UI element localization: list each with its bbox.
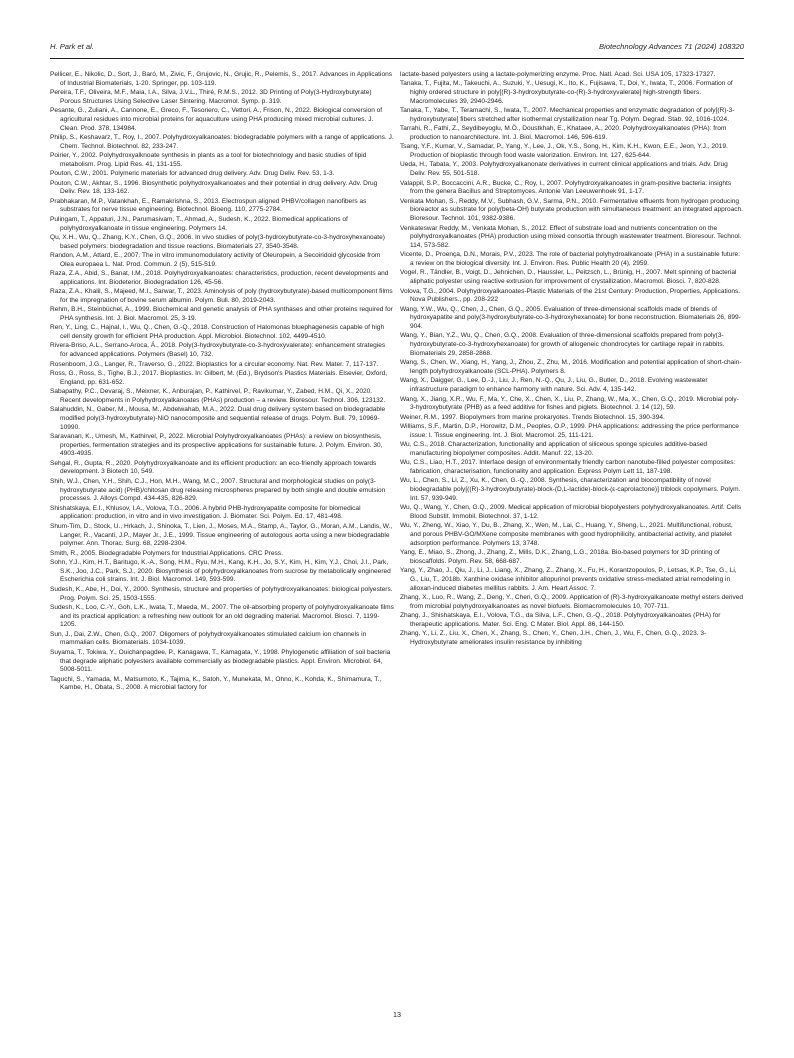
reference-entry: Sudesh, K., Loo, C.-Y., Goh, L.K., Iwata, T., Maeda, M., 2007. The oil-absorbing property of polyhydroxyalkanoate films and its practical application: a refreshing new outlook for an old degrading material. Macromol. Biosci. 7, 1199-1205. [50,603,394,629]
reference-entry: Ren, Y., Ling, C., Hajnal, I., Wu, Q., Chen, G.-Q., 2018. Construction of Halomonas bluephagenesis capable of high cell density growth for efficient PHA production. Appl. Microbiol. Biotechnol. 102, 4499-4510. [50,324,385,341]
reference-entry: Zhang, X., Luo, R., Wang, Z., Deng, Y., Chen, G.Q., 2009. Application of (R)-3-hydroxyalkanoate methyl esters derived from microbial polyhydroxyalkanoates as novel biofuels. Biomacromolecules 10, 707-711. [400,593,744,610]
reference-entry: Shum-Tim, D., Stock, U., Hrkach, J., Shinoka, T., Lien, J., Moses, M.A., Stamp, A., Taylor, G., Moran, A.M., Landis, W., Langer, R., Vacanti, J.P., Mayer Jr., J.E., 1999. Tissue engineering of autologous aorta using a new biodegradable polymer. Ann. Thorac. Surg. 68, 2298-2304. [50,522,393,548]
reference-entry: Raza, Z.A., Abid, S., Banat, I.M., 2018. Polyhydroxyalkanoates: characteristics, production, recent developments and applications. Int. Biodeterior. Biodegradation 126, 45-56. [50,270,389,286]
reference-column-left [50,71,394,694]
reference-entry: Tanaka, T., Yabe, T., Teramachi, S., Iwata, T., 2007. Mechanical properties and enzymatic degradation of poly[(R)-3-hydroxybutyrate] fibers stretched after isothermal crystallization near Tg. Polym. Degrad. Stab. 92, 1016-1024. [400,107,735,123]
reference-entry: Venkata Mohan, S., Reddy, M.V., Subhash, G.V., Sarma, P.N., 2010. Fermentative effluents from hydrogen producing bioreactor as substrate for poly(beta-OH) butyrate production with simultaneous treatment: an integrated approach. Bioresour. Technol. 101, 9382-9386. [400,197,743,223]
reference-entry: Qu, X.H., Wu, Q., Zhang, K.Y., Chen, G.Q., 2006. In vivo studies of poly(3-hydroxybutyrate-co-3-hydroxyhexanoate) based polymers: biodegradation and tissue reactions. Biomaterials 27, 3540-3548. [50,233,385,250]
reference-entry: Rivera-Briso, A.L., Serrano-Aroca, Á., 2018. Poly(3-hydroxybutyrate-co-3-hydroxyvalerate): enhancement strategies for advanced applications. Polymers (Basel) 10, 732. [50,342,386,359]
reference-entry: Pouton, C.W., Akhtar, S., 1996. Biosynthetic polyhydroxyalkanoates and their potential in drug delivery. Adv. Drug Deliv. Rev. 18, 133-162. [50,179,378,196]
reference-entry: Rehm, B.H., Steinbüchel, A., 1999. Biochemical and genetic analysis of PHA synthases and other proteins required for PHA synthesis. Int. J. Biol. Macromol. 25, 3-19. [50,306,393,322]
reference-entry: Wu, Y., Zheng, W., Xiao, Y., Du, B., Zhang, X., Wen, M., Lai, C., Huang, Y., Sheng, L., 2021. Multifunctional, robust, and porous PHBV-GO/MXene composite membranes with good hydrophilicity, antibacterial activity, and platelet adsorption performance. Polymers 13, 3748. [400,522,733,547]
reference-entry: Poirier, Y., 2002. Polyhydroxyalknoate synthesis in plants as a tool for biotechnology and basic studies of lipid metabolism. Prog. Lipid Res. 41, 131-155. [50,152,367,168]
reference-entry: Wang, X., Daigger, G., Lee, D.-J., Liu, J., Ren, N.-Q., Qu, J., Liu, G., Butler, D., 2018. Evolving wastewater infrastructure paradigm to enhance harmony with nature. Sci. Adv. 4, 135-142. [400,377,708,394]
reference-entry: Sun, J., Dai, Z.W., Chen, G.Q., 2007. Oligomers of polyhydroxyalkanoates stimulated calcium ion channels in mammalian cells. Biomaterials. 1034-1039. [50,630,367,647]
header-journal: Biotechnology Advances 71 (2024) 108320 [599,42,744,51]
reference-entry: Sehgal, R., Gupta, R., 2020. Polyhydroxyalkanoate and its efficient production: an eco-friendly approach towards development. 3 Biotech 10, 549. [50,459,377,476]
reference-entry: Wang, X., Jiang, X.R., Wu, F., Ma, Y., Che, X., Chen, X., Liu, P., Zhang, W., Ma, X., Chen, G.Q., 2019. Microbial poly-3-hydroxybutyrate (PHB) as a feed additive for fishes and piglets. Biotechnol. J. 14 (12), 59. [400,395,739,412]
reference-entry: Yang, Y., Zhao, J., Qiu, J., Li, J., Liang, X., Zhang, Z., Zhang, X., Fu, H., Korantzopoulos, P., Letsas, K.P., Tse, G., Li, G., Liu, T., 2018b. Xanthine oxidase inhibitor allopurinol prevents oxidative stress-mediated atrial remodeling in alloxan-induced diabetes mellitus rabbits. J. Am. Heart Assoc. 7. [400,567,737,592]
reference-entry: Weiner, R.M., 1997. Biopolymers from marine prokaryotes. Trends Biotechnol. 15, 390-394. [400,413,665,421]
reference-entry: Philip, S., Keshavarz, T., Roy, I., 2007. Polyhydroxyalkanoates: biodegradable polymers with a range of applications. J. Chem. Technol. Biotechnol. 82, 233-247. [50,134,394,150]
header-rule [50,58,744,59]
reference-entry: Rosenboom, J.G., Langer, R., Traverso, G., 2022. Bioplastics for a circular economy. Nat. Rev. Mater. 7, 117-137. [50,360,379,368]
reference-entry: Salahuddin, N., Gaber, M., Mousa, M., Abdelwahab, M.A., 2022. Dual drug delivery system based on biodegradable modified poly(3-hydroxybutyrate)-NiO nanocomposite and sequential release of drugs. Polym. Bull. 79, 10969-10990. [50,406,386,431]
page-number: 13 [393,1010,401,1019]
reference-entry: Raza, Z.A., Khalil, S., Majeed, M.I., Sarwar, T., 2023. Aminolysis of poly (hydroxybutyrate)-based multicomponent films for the impregnation of bovine serum albumin. Polym. Bull. 80, 2019-2043. [50,288,393,304]
reference-entry: Pereira, T.F., Oliveira, M.F., Maia, I.A., Silva, J.V.L., Thiré, R.M.S., 2012. 3D Printing of Poly(3-Hydroxybutyrate) Porous Structures Using Selective Laser Sintering. Macromol. Symp. p. 319. [50,89,372,105]
reference-entry: Vicente, D., Proença, D.N., Morais, P.V., 2023. The role of bacterial polyhydroalkanoate (PHA) in a sustainable future: a review on the biological diversity. Int. J. Environ. Res. Public Health 20 (4), 2959. [400,251,741,268]
reference-entry: Shih, W.J., Chen, Y.H., Shih, C.J., Hon, M.H., Wang, M.C., 2007. Structural and morphological studies on poly(3-hydroxybutyrate acid) (PHB)/chitosan drug releasing microspheres prepared by both single and double emulsion processes. J. Alloys Compd. 434-435, 826-829. [50,477,386,503]
reference-entry: Wu, C.S., 2018. Characterization, functionality and application of siliceous sponge spicules additive-based manufacturing biopolymer composites. Addit. Manuf. 22, 13-20. [400,441,708,457]
reference-entry: Wu, Q., Wang, Y., Chen, G.Q., 2009. Medical application of microbial biopolyesters polyhydroxyalkanoates. Artif. Cells Blood Substit. Immobil. Biotechnol. 37, 1-12. [400,504,742,520]
reference-column-right [400,71,744,648]
reference-entry: Wang, Y., Bian, Y.Z., Wu, Q., Chen, G.Q., 2008. Evaluation of three-dimensional scaffolds prepared from poly(3-hydroxybutyrate-co-3-hydroxyhexanoate) for growth of allogeneic chondrocytes for cartilage repair in rabbits. Biomaterials 29, 2858-2868. [400,332,725,357]
reference-entry: Zhang, J., Shishatskaya, E.I., Volova, T.G., da Silva, L.F., Chen, G.-Q., 2018. Polyhydroxyalkanoates (PHA) for therapeutic applications. Mater. Sci. Eng. C Mater. Biol. Appl. 86, 144-150. [400,612,721,628]
reference-entry: Volova, T.G., 2004. Polyhydroxyalkanoates-Plastic Materials of the 21st Century: Production, Properties, Applications. Nova Publishers., pp. 208-222 [400,287,741,304]
reference-entry: Suyama, T., Tokiwa, Y., Ouichanpagdee, P., Kanagawa, T., Kamagata, Y., 1998. Phylogenetic affiliation of soil bacteria that degrade aliphatic polyesters available commercially as biodegradable plastics. Appl. Environ. Microbiol. 64, 5008-5011. [50,648,391,674]
reference-entry: Saravanan, K., Umesh, M., Kathirvel, P., 2022. Microbial Polyhydroxyalkanoates (PHAs): a review on biosynthesis, properties, fermentation strategies and its prospective applications for sustainable future. J. Polym. Environ. 30, 4903-4935. [50,432,383,458]
reference-entry: Ross, G., Ross, S., Tighe, B.J., 2017. Bioplastics. In: Gilbert, M. (Ed.), Brydson's Plastics Materials. Elsevier, Oxford, England, pp. 631-652. [50,369,388,386]
reference-entry: Wang, S., Chen, W., Xiang, H., Yang, J., Zhou, Z., Zhu, M., 2016. Modification and potential application of short-chain-length polyhydroxyalkanoate (SCL-PHA). Polymers 8. [400,359,742,376]
reference-entry: Pellicer, E., Nikolic, D., Sort, J., Baró, M., Zivic, F., Grujovic, N., Grujic, R., Pelemis, S., 2017. Advances in Applications of Industrial Biomaterials, 1-20. Springer, pp. 103-119. [50,71,393,87]
reference-entry: Sohn, Y.J., Kim, H.T., Baritugo, K.-A., Song, H.M., Ryu, M.H., Kang, K.H., Jo, S.Y., Kim, H., Kim, Y.J., Choi, J.I., Park, S.K., Joo, J.C., Park, S.J., 2020. Biosynthesis of polyhydroxyalkanoates from sucrose by metabolically engineered Escherichia coli strains. Int. J. Biol. Macromol. 149, 593-599. [50,558,391,584]
reference-entry: Prabhakaran, M.P., Vatankhah, E., Ramakrishna, S., 2013. Electrospun aligned PHBV/collagen nanofibers as substrates for nerve tissue engineering. Biotechnol. Bioeng. 110, 2775-2784. [50,197,367,214]
reference-entry: Venkateswar Reddy, M., Venkata Mohan, S., 2012. Effect of substrate load and nutrients concentration on the polyhydroxyalkanoates (PHA) production using mixed consortia through wastewater treatment. Bioresour. Technol. 114, 573-582. [400,224,742,249]
reference-entry: lactate-based polyesters using a lactate-polymerizing enzyme. Proc. Natl. Acad. Sci. USA 105, 17323-17327. [400,71,716,78]
reference-entry: Yang, E., Miao, S., Zhong, J., Zhang, Z., Mills, D.K., Zhang, L.G., 2018a. Bio-based polymers for 3D printing of bioscaffolds. Polym. Rev. 58, 668-687. [400,549,720,565]
header-authors: H. Park et al. [50,42,94,51]
reference-entry: Zhang, Y., Li, Z., Liu, X., Chen, X., Zhang, S., Chen, Y., Chen, J.H., Chen, J., Wu, F., Chen, G.Q., 2023. 3-Hydroxybutyrate ameliorates insulin resistance by inhibiting [400,630,707,646]
reference-entry: Williams, S.F., Martin, D.P., Horowitz, D.M., Peoples, O.P., 1999. PHA applications: addressing the price performance issue: I. Tissue engineering. Int. J. Biol. Macromol. 25, 111-121. [400,422,739,439]
reference-entry: Shishatskaya, E.I., Khlusov, I.A., Volova, T.G., 2006. A hybrid PHB-hydroxyapatite composite for biomedical application: production, in vitro and in vivo investigation. J. Biomater. Sci. Polym. Ed. 17, 481-498. [50,504,361,521]
reference-entry: Pouton, C.W., 2001. Polymeric materials for advanced drug delivery. Adv. Drug Deliv. Rev. 53, 1-3. [50,170,335,178]
reference-entry: Tsang, Y.F., Kumar, V., Samadar, P., Yang, Y., Lee, J., Ok, Y.S., Song, H., Kim, K.H., Kwon, E.E., Jeon, Y.J., 2019. Production of bioplastic through food waste valorization. Environ. Int. 127, 625-644. [400,143,728,160]
reference-entry: Wu, L., Chen, S., Li, Z., Xu, K., Chen, G.-Q., 2008. Synthesis, characterization and biocompatibility of novel biodegradable poly[((R)-3-hydroxybutyrate)-block-(D,L-lactide)-block-(ε-caprolactone)] triblock copolymers. Polym. Int. 57, 939-949. [400,477,741,502]
reference-entry: Wu, C.S., Liao, H.T., 2017. Interface design of environmentally friendly carbon nanotube-filled polyester composites: fabrication, characterisation, functionality and application. Express Polym Lett 11, 187-198. [400,459,736,475]
reference-entry: Randon, A.M., Attard, E., 2007. The in vitro immunomodulatory activity of Oleuropein, a Secoiridoid glycoside from Olea europaea L. Nat. Prod. Commun. 2 (5), 515-519. [50,251,381,268]
reference-entry: Pesante, G., Zuliani, A., Cannone, E., Greco, F., Tesoriero, C., Vettori, A., Frison, N., 2022. Biological conversion of agricultural residues into microbial proteins for aquaculture using PHA producing mixed microbial cultures. J. Clean. Prod. 378, 134984. [50,107,383,132]
reference-entry: Smith, R., 2005. Biodegradable Polymers for Industrial Applications. CRC Press. [50,549,283,557]
reference-entry: Valappil, S.P., Boccaccini, A.R., Bucke, C., Roy, I., 2007. Polyhydroxyalkanoates in gram-positive bacteria: insights from the genera Bacillus and Streptomyces. Antonie Van Leeuwenhoek 91, 1-17. [400,179,732,196]
running-header [50,42,744,56]
reference-entry: Wang, Y.W., Wu, Q., Chen, J., Chen, G.Q., 2005. Evaluation of three-dimensional scaffolds made of blends of hydroxyapatite and poly(3-hydroxybutyrate-co-3-hydroxyhexanoate) for bone reconstruction. Biomaterials 26, 899-904. [400,305,741,331]
reference-entry: Ueda, H., Tabata, Y., 2003. Polyhydroxyalkanonate derivatives in current clinical applications and trials. Adv. Drug Deliv. Rev. 55, 501-518. [400,161,728,178]
reference-entry: Sudesh, K., Abe, H., Doi, Y., 2000. Synthesis, structure and properties of polyhydroxyalkanoates: biological polyesters. Prog. Polym. Sci. 25, 1503-1555. [50,585,393,602]
reference-entry: Tarrahi, R., Fathi, Z., Seydibeyoglu, M.Ö., Doustkhah, E., Khataee, A., 2020. Polyhydroxyalkanoates (PHA): from production to nanoarchitecture. Int. J. Biol. Macromol. 146, 596-619. [400,125,727,142]
reference-entry: Pulingam, T., Appaturi, J.N., Parumasivam, T., Ahmad, A., Sudesh, K., 2022. Biomedical applications of polyhydroxyalkanoate in tissue engineering. Polymers 14. [50,215,348,232]
reference-entry: Sabapathy, P.C., Devaraj, S., Meixner, K., Anburajan, P., Kathirvel, P., Ravikumar, Y., Zabed, H.M., Qi, X., 2020. Recent developments in Polyhydroxyalkanoates (PHAs) production – a review. Bioresour. Technol. 306, 123132. [50,387,386,404]
reference-entry: Tanaka, T., Fujita, M., Takeuchi, A., Suzuki, Y., Uesugi, K., Ito, K., Fujisawa, T., Doi, Y., Iwata, T., 2006. Formation of highly ordered structure in poly[(R)-3-hydroxybutyrate-co-(R)-3-hydroxyvalerate] high-strength fibers. Macromolecules 39, 2940-2946. [400,80,733,105]
reference-entry: Taguchi, S., Yamada, M., Matsumoto, K., Tajima, K., Satoh, Y., Munekata, M., Ohno, K., Kohda, K., Shimamura, T., Kambe, H., Obata, S., 2008. A microbial factory for [50,675,382,692]
reference-entry: Vogel, R., Tändler, B., Voigt, D., Jehnichen, D., Haussler, L., Peitzsch, L., Brünig, H., 2007. Melt spinning of bacterial aliphatic polyester using reactive extrusion for improvement of crystallization. Macromol. Biosci. 7, 820-828. [400,269,737,286]
